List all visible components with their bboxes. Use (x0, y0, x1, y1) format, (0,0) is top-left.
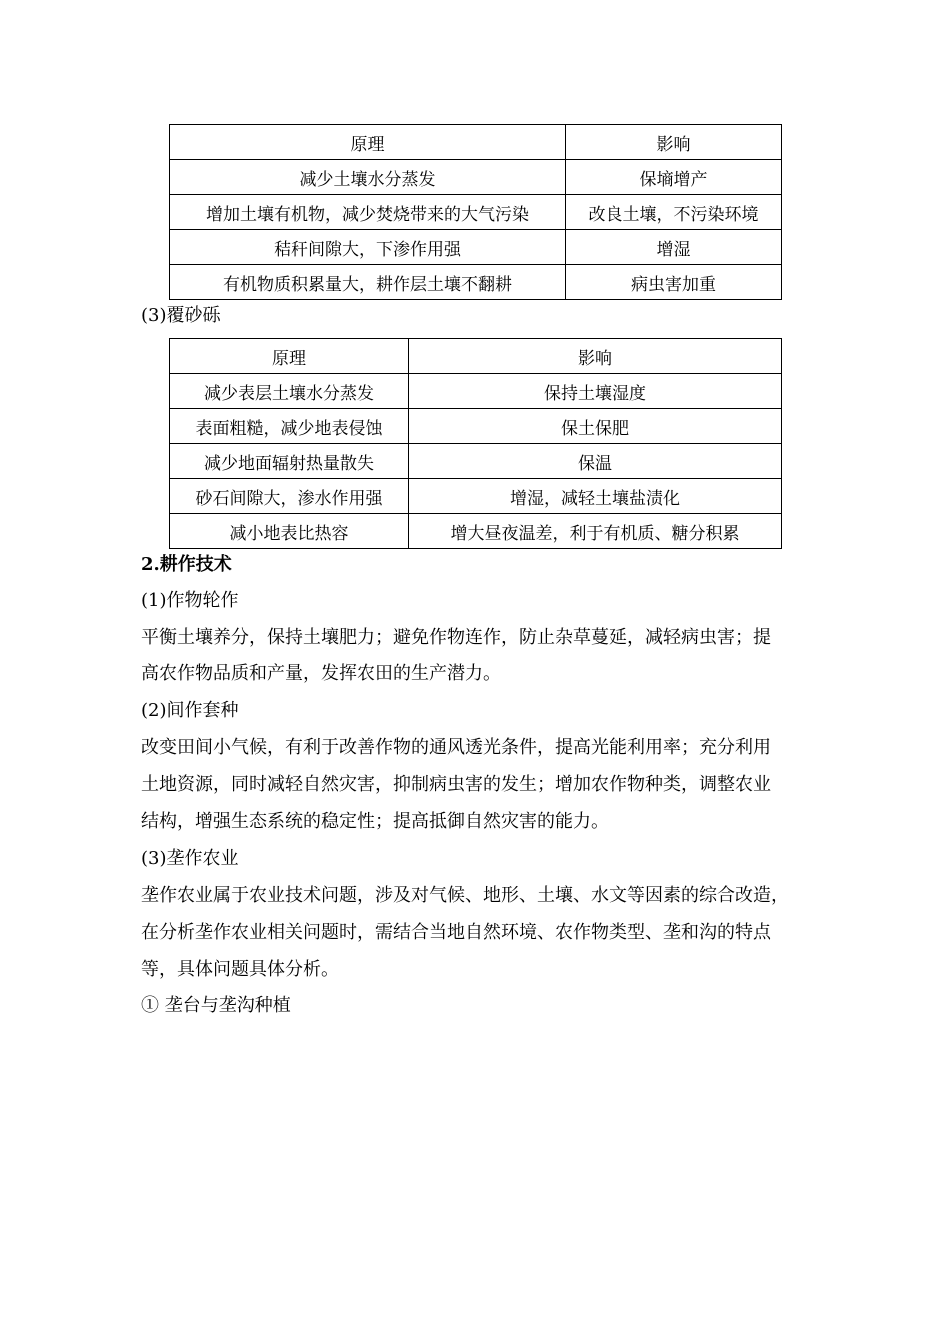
header-principle: 原理 (170, 339, 409, 374)
table-row (170, 479, 782, 514)
principle-cell: 秸秆间隙大，下渗作用强 (170, 230, 566, 265)
principle-cell: 减少土壤水分蒸发 (170, 160, 566, 195)
ridge-text-line: 垄作农业属于农业技术问题，涉及对气候、地形、土壤、水文等因素的综合改造， (141, 885, 789, 906)
table-row (170, 444, 782, 479)
table-row (170, 265, 782, 300)
rotation-text-line: 平衡土壤养分，保持土壤肥力；避免作物连作，防止杂草蔓延，减轻病虫害；提 (141, 627, 771, 648)
header-effect: 影响 (566, 125, 782, 160)
principle-cell: 减少地面辐射热量散失 (170, 444, 409, 479)
ridge-text-line: 在分析垄作农业相关问题时，需结合当地自然环境、农作物类型、垄和沟的特点 (141, 922, 771, 943)
table-row (170, 195, 782, 230)
intercropping-text-line: 结构，增强生态系统的稳定性；提高抵御自然灾害的能力。 (141, 811, 609, 832)
table-row (170, 409, 782, 444)
header-principle: 原理 (170, 125, 566, 160)
principle-cell: 有机物质积累量大，耕作层土壤不翻耕 (170, 265, 566, 300)
table-header-row (170, 339, 782, 374)
principle-cell: 减小地表比热容 (170, 514, 409, 549)
ridge-text-line: 等，具体问题具体分析。 (141, 959, 339, 980)
gravel-section-heading: (3)覆砂砾 (141, 305, 221, 326)
principle-cell: 表面粗糙，减少地表侵蚀 (170, 409, 409, 444)
rotation-text-line: 高农作物品质和产量，发挥农田的生产潜力。 (141, 663, 501, 684)
principle-cell: 砂石间隙大，渗水作用强 (170, 479, 409, 514)
effect-cell: 保土保肥 (409, 409, 782, 444)
effect-cell: 增湿 (566, 230, 782, 265)
table-row (170, 514, 782, 549)
effect-cell: 保持土壤湿度 (409, 374, 782, 409)
principle-cell: 减少表层土壤水分蒸发 (170, 374, 409, 409)
ridge-sub-heading: ① 垄台与垄沟种植 (141, 995, 291, 1016)
table-row (170, 160, 782, 195)
mulch-effects-table (169, 124, 782, 300)
effect-cell: 病虫害加重 (566, 265, 782, 300)
intercropping-heading: (2)间作套种 (141, 700, 239, 721)
table-row (170, 374, 782, 409)
effect-cell: 保墒增产 (566, 160, 782, 195)
principle-cell: 增加土壤有机物，减少焚烧带来的大气污染 (170, 195, 566, 230)
gravel-effects-table (169, 338, 782, 549)
ridge-heading: (3)垄作农业 (141, 848, 239, 869)
header-effect: 影响 (409, 339, 782, 374)
effect-cell: 增湿，减轻土壤盐渍化 (409, 479, 782, 514)
tillage-section-heading: 2.耕作技术 (141, 554, 232, 575)
rotation-heading: (1)作物轮作 (141, 590, 239, 611)
effect-cell: 保温 (409, 444, 782, 479)
table-header-row (170, 125, 782, 160)
intercropping-text-line: 土地资源，同时减轻自然灾害，抑制病虫害的发生；增加农作物种类，调整农业 (141, 774, 771, 795)
effect-cell: 改良土壤，不污染环境 (566, 195, 782, 230)
table-row (170, 230, 782, 265)
intercropping-text-line: 改变田间小气候，有利于改善作物的通风透光条件，提高光能利用率；充分利用 (141, 737, 771, 758)
effect-cell: 增大昼夜温差，利于有机质、糖分积累 (409, 514, 782, 549)
